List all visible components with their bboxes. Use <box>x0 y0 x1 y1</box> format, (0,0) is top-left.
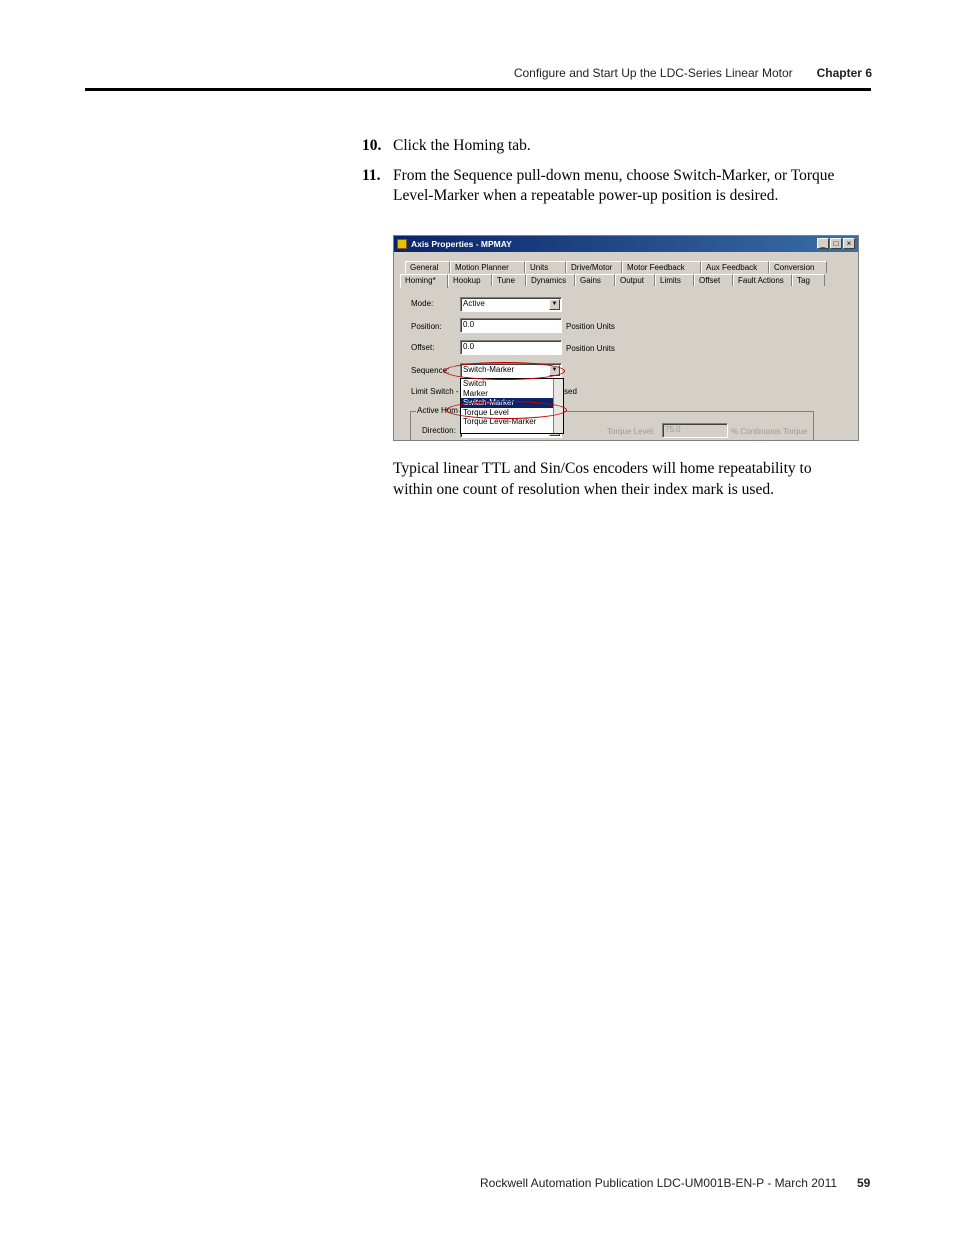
tab-row-back <box>405 261 827 273</box>
chevron-down-icon[interactable]: ▼ <box>549 365 560 376</box>
option-switch-marker[interactable]: Switch-Marker <box>461 398 563 408</box>
step-text: Click the Homing tab. <box>393 137 531 154</box>
tab-motor-feedback[interactable]: Motor Feedback <box>622 261 701 273</box>
tab-output[interactable]: Output <box>615 274 655 286</box>
sequence-value: Switch-Marker <box>463 365 515 374</box>
tab-motion-planner[interactable]: Motion Planner <box>450 261 525 273</box>
offset-label: Offset: <box>411 343 435 352</box>
window-controls <box>817 238 855 249</box>
step-number: 11. <box>362 167 381 184</box>
position-input[interactable]: 0.0 <box>460 318 562 333</box>
highlight-oval-options <box>446 401 567 419</box>
header-section: Configure and Start Up the LDC-Series Linear Motor <box>513 66 793 80</box>
tab-homing[interactable]: Homing* <box>400 274 448 288</box>
tab-offset[interactable]: Offset <box>694 274 733 286</box>
torque-level-label: Torque Level: <box>607 427 656 436</box>
axis-properties-screenshot <box>393 235 859 441</box>
option-torque-level-marker[interactable]: Torque Level-Marker <box>463 417 537 427</box>
limit-switch-label: Limit Switch - <box>411 387 459 396</box>
tab-dynamics[interactable]: Dynamics <box>526 274 575 286</box>
header-rule <box>85 88 871 91</box>
group-label: Active Hom <box>417 406 458 415</box>
torque-units: % Continuous Torque <box>731 427 808 436</box>
body-paragraph: Typical linear TTL and Sin/Cos encoders will home repeatability to within one count of resolution when their index mark is used. <box>393 460 812 498</box>
close-button[interactable]: × <box>843 238 855 249</box>
minimize-button[interactable]: _ <box>817 238 829 249</box>
tab-gains[interactable]: Gains <box>575 274 615 286</box>
tab-hookup[interactable]: Hookup <box>448 274 492 286</box>
footer-publication: Rockwell Automation Publication LDC-UM001B-EN-P - March 2011 <box>480 1176 838 1190</box>
direction-label: Direction: <box>422 426 456 435</box>
maximize-button[interactable]: □ <box>830 238 842 249</box>
header-chapter: Chapter 6 <box>816 66 872 80</box>
torque-level-input[interactable]: 75.0 <box>662 423 728 438</box>
mode-label: Mode: <box>411 299 434 308</box>
window-title: Axis Properties - MPMAY <box>411 239 512 249</box>
sequence-label: Sequence: <box>411 366 450 375</box>
step-number: 10. <box>362 137 382 154</box>
highlight-oval-sequence <box>444 362 565 380</box>
page-number: 59 <box>857 1176 871 1190</box>
app-icon <box>397 239 407 249</box>
tab-tag[interactable]: Tag <box>792 274 825 286</box>
mode-select[interactable] <box>460 297 562 312</box>
position-label: Position: <box>411 322 442 331</box>
tab-row-front <box>400 274 825 288</box>
chevron-down-icon[interactable]: ▼ <box>549 299 560 310</box>
tab-tune[interactable]: Tune <box>492 274 526 286</box>
tab-aux-feedback[interactable]: Aux Feedback <box>701 261 769 273</box>
step-text: From the Sequence pull-down menu, choose Switch-Marker, or Torque Level-Marker when a repeatable power-up position is desired. <box>393 167 835 204</box>
tab-drive-motor[interactable]: Drive/Motor <box>566 261 622 273</box>
title-bar <box>394 236 858 252</box>
tab-general[interactable]: General <box>405 261 450 273</box>
offset-units: Position Units <box>566 344 615 353</box>
tab-fault-actions[interactable]: Fault Actions <box>733 274 792 286</box>
option-marker[interactable]: Marker <box>463 388 488 398</box>
tab-conversion[interactable]: Conversion <box>769 261 827 273</box>
option-switch[interactable]: Switch <box>463 379 487 388</box>
limit-switch-tail: sed <box>564 387 577 396</box>
running-header <box>514 66 872 80</box>
mode-value: Active <box>463 299 485 308</box>
position-units: Position Units <box>566 322 615 331</box>
offset-input[interactable]: 0.0 <box>460 340 562 355</box>
tab-limits[interactable]: Limits <box>655 274 694 286</box>
option-torque-level[interactable]: Torque Level <box>463 407 509 417</box>
tab-units[interactable]: Units <box>525 261 566 273</box>
